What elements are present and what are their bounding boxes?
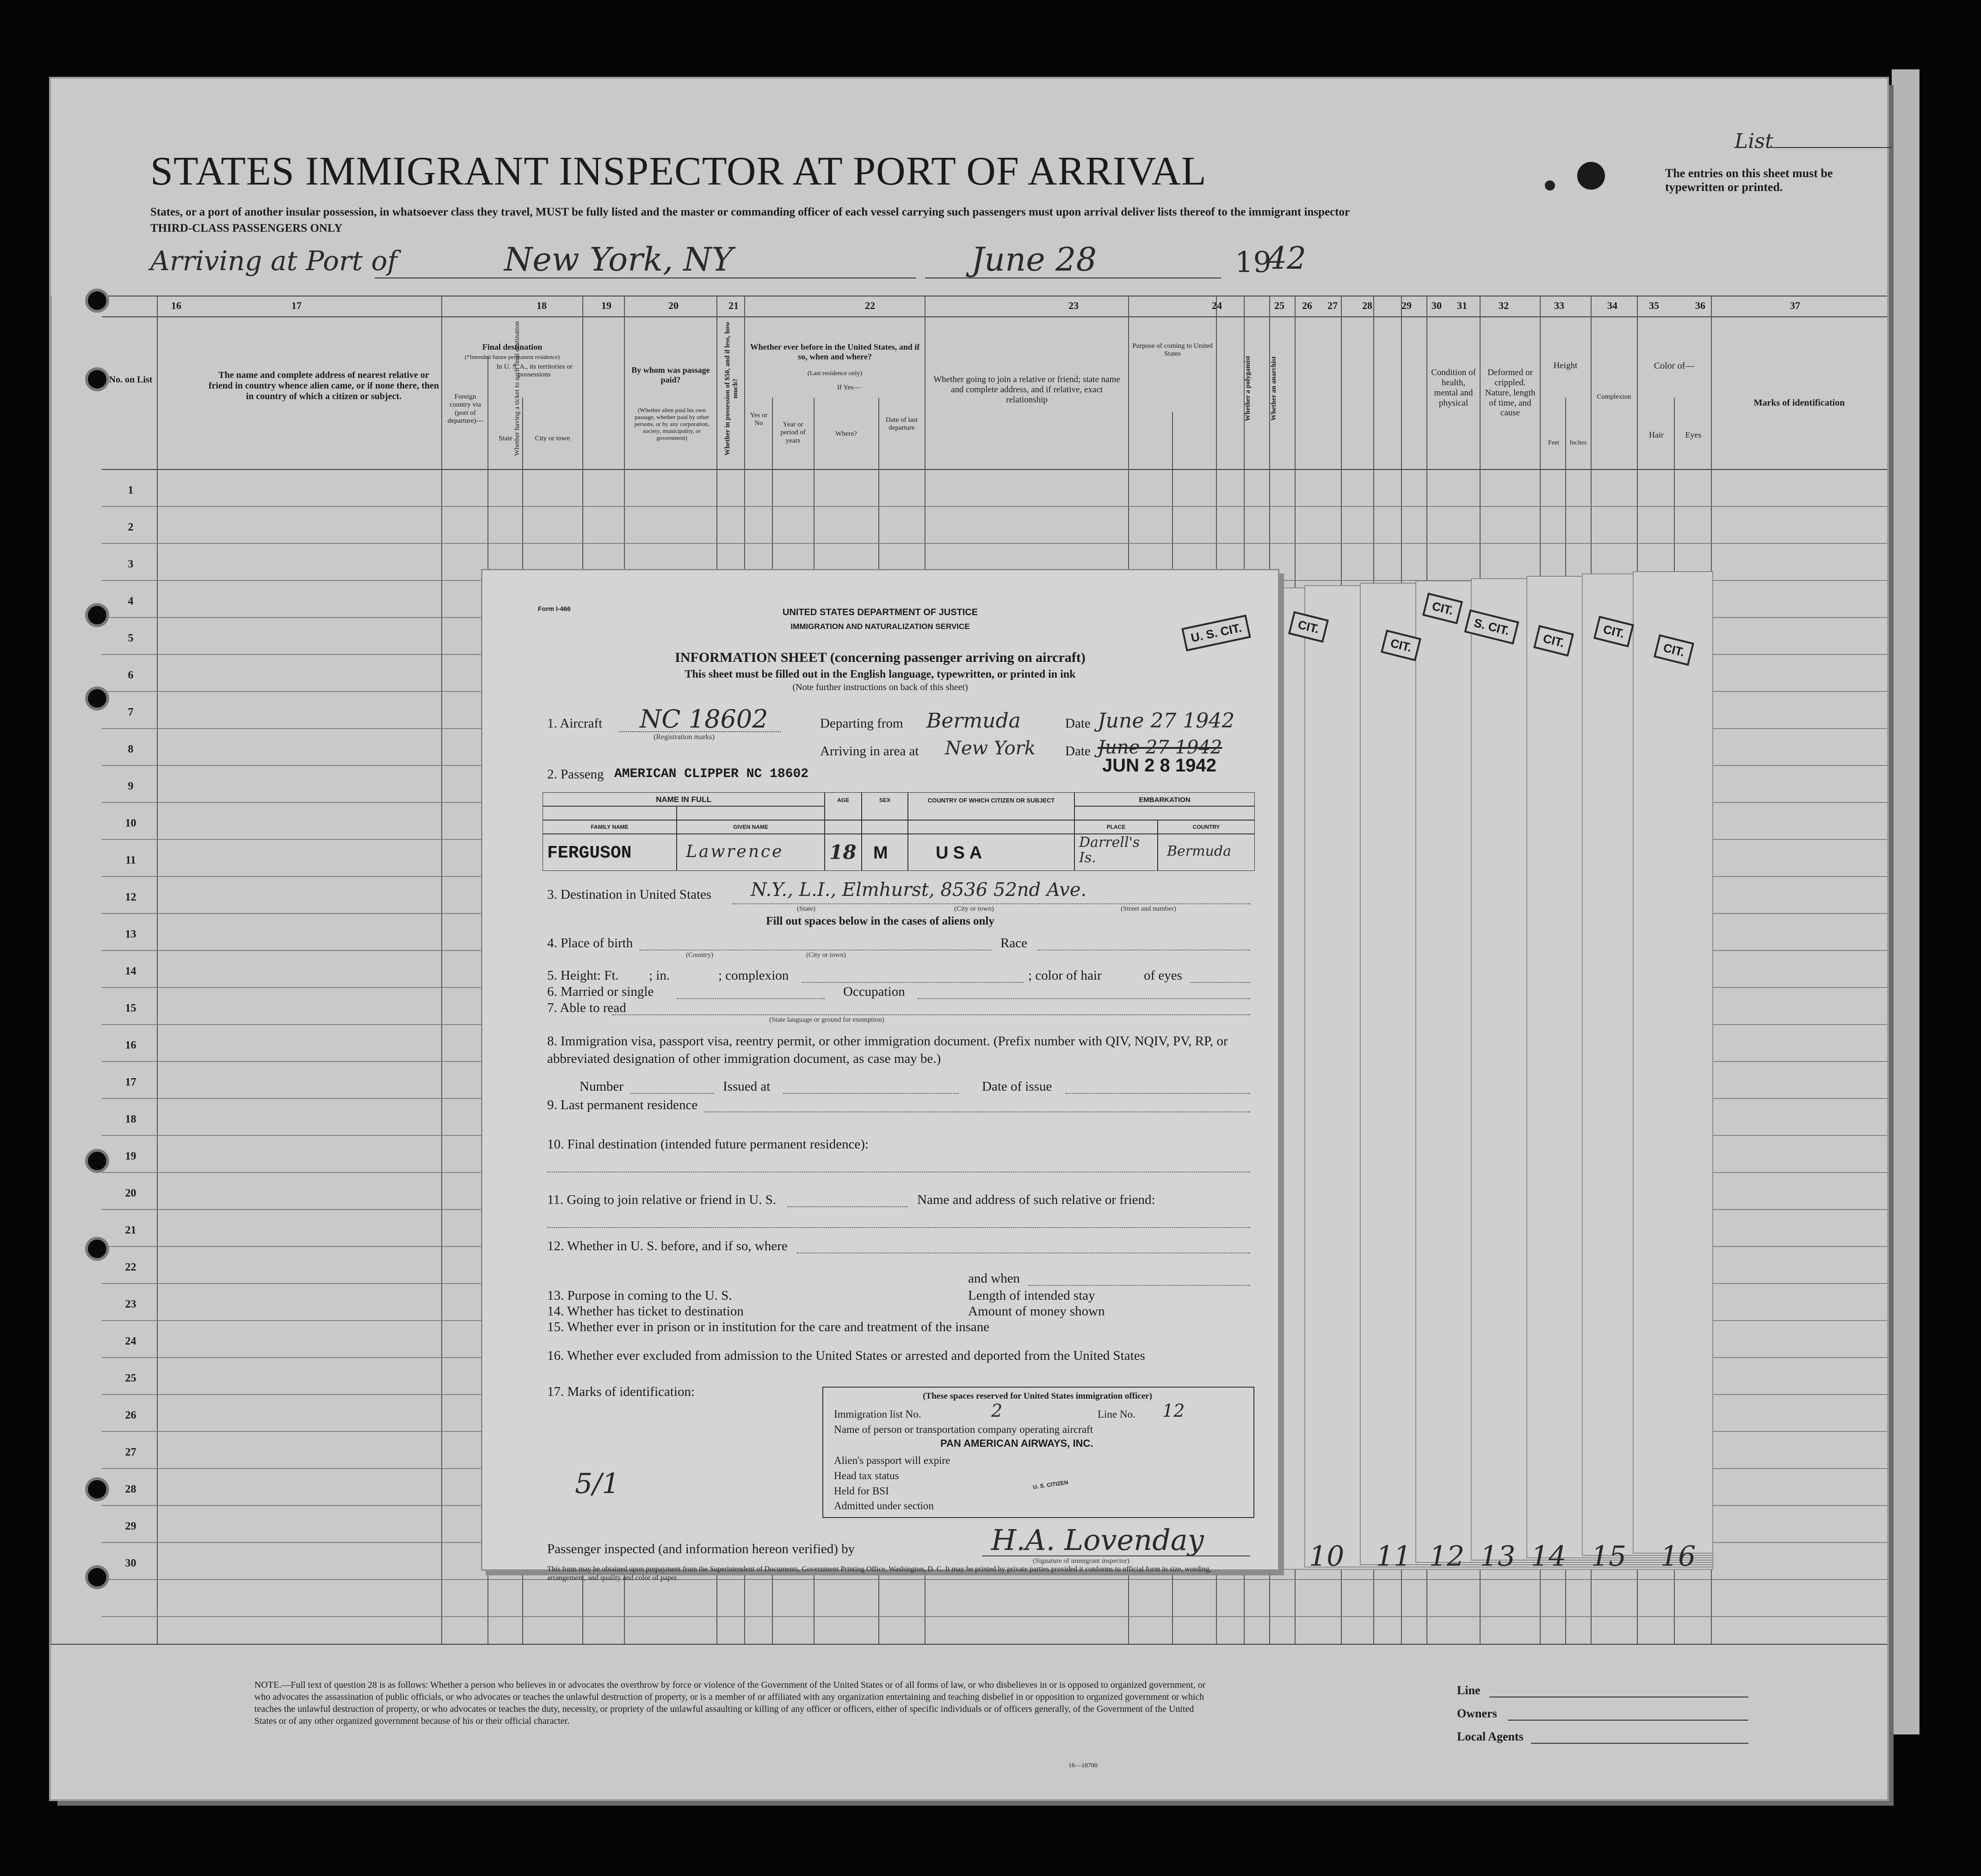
col-num: 34 xyxy=(1607,300,1617,311)
sheet-number: 12 xyxy=(1429,1540,1465,1573)
passenger-sex: M xyxy=(873,843,888,863)
us-cit-stamp: CIT. xyxy=(1533,625,1574,656)
q12-label: 12. Whether in U. S. before, and if so, where xyxy=(547,1239,788,1253)
th-country-citizen: COUNTRY OF WHICH CITIZEN OR SUBJECT xyxy=(927,797,1055,804)
sheet-number: 13 xyxy=(1480,1540,1516,1573)
binder-hole xyxy=(88,1480,106,1499)
received-date-stamp: JUN 2 8 1942 xyxy=(1102,755,1216,776)
box-passport-label: Alien's passport will expire xyxy=(834,1455,950,1466)
header-foreign-country: Foreign country via (port of departure)— xyxy=(447,393,483,425)
col-num: 32 xyxy=(1499,300,1509,311)
q17-label: 17. Marks of identification: xyxy=(547,1384,695,1399)
col-num: 31 xyxy=(1457,300,1467,311)
officer-box xyxy=(822,1387,1254,1518)
q11-name-line xyxy=(547,1227,1250,1228)
box-list-value: 2 xyxy=(991,1401,1003,1421)
us-cit-stamp: CIT. xyxy=(1593,616,1634,647)
q5-eyes-line xyxy=(1190,982,1250,983)
passenger-family-name: FERGUSON xyxy=(547,843,632,863)
sheet-number: 14 xyxy=(1531,1540,1567,1573)
q8-number-line xyxy=(630,1093,714,1094)
q8-date-line xyxy=(1065,1093,1250,1094)
header-anarchist: Whether an anarchist xyxy=(1270,356,1277,421)
sheet-title: INFORMATION SHEET (concerning passenger arriving on aircraft) xyxy=(675,650,1086,665)
header-in-usa: In U. S. A., its territories or possessions xyxy=(496,363,573,379)
q8-issued-line xyxy=(783,1093,959,1094)
header-if-yes: If Yes— xyxy=(837,384,860,391)
department-name: UNITED STATES DEPARTMENT OF JUSTICE xyxy=(782,607,978,617)
row-number: 9 xyxy=(128,780,134,792)
box-line-label: Line No. xyxy=(1098,1408,1136,1420)
box-list-label: Immigration list No. xyxy=(834,1408,921,1420)
row-number: 11 xyxy=(125,854,136,866)
header-year: Year or period of years xyxy=(780,421,806,444)
passenger-given-name: Lawrence xyxy=(686,842,784,861)
q5-complexion: ; complexion xyxy=(718,968,789,983)
row-number: 15 xyxy=(125,1002,136,1014)
q11-line xyxy=(788,1206,908,1207)
dest-state-note: (State) xyxy=(797,905,815,913)
row-number: 4 xyxy=(128,595,134,607)
header-marks: Marks of identification xyxy=(1753,398,1845,408)
col-num: 36 xyxy=(1695,300,1705,311)
destination-label: 3. Destination in United States xyxy=(547,887,712,902)
passenger-label: 2. Passeng xyxy=(547,767,604,782)
us-cit-stamp: CIT. xyxy=(1654,634,1694,666)
header-hair: Hair xyxy=(1649,430,1664,439)
box-operator-value: PAN AMERICAN AIRWAYS, INC. xyxy=(940,1438,1093,1449)
col-num: 24 xyxy=(1212,300,1222,311)
dest-street-note: (Street and number) xyxy=(1121,905,1176,913)
q8-label: 8. Immigration visa, passport visa, reentry permit, or other immigration document. (Prefix number with QIV, NQIV, PV, RP, or abbreviated designation of other immigration document, as case may be.) xyxy=(547,1034,1228,1066)
header-final-destination-sub: (*Intended future permanent residence) xyxy=(464,353,560,360)
form-footer: This form may be obtained upon prepayment from the Superintendent of Documents, Government Printing Office, Washington, D. C. It may be printed by private parties provided it conforms to official form in size, wording, arrangement, and quality and color of paper. xyxy=(547,1565,1211,1582)
row-number: 22 xyxy=(125,1261,136,1273)
row-number: 21 xyxy=(125,1224,136,1236)
col-num: 19 xyxy=(601,300,611,311)
col-num: 22 xyxy=(865,300,875,311)
signature-note: (Signature of immigrant inspector) xyxy=(1033,1557,1129,1565)
th-age: AGE xyxy=(837,797,849,803)
header-eyes: Eyes xyxy=(1685,430,1702,439)
sheet-number: 15 xyxy=(1591,1540,1627,1573)
col-num: 18 xyxy=(537,300,547,311)
q9-line xyxy=(704,1111,1250,1112)
row-number: 6 xyxy=(128,669,134,681)
row-number: 10 xyxy=(125,817,136,829)
owners-blank xyxy=(1508,1720,1748,1721)
header-state: State xyxy=(499,435,512,442)
inspector-signature: H.A. Lovenday xyxy=(991,1523,1204,1557)
page-title: STATES IMMIGRANT INSPECTOR AT PORT OF ARRIVAL xyxy=(150,149,1207,194)
row-number: 26 xyxy=(125,1409,136,1421)
passenger-citizenship: USA xyxy=(936,843,987,863)
sheet-subnote: (Note further instructions on back of this sheet) xyxy=(792,682,968,692)
arriving-value: New York xyxy=(945,738,1036,759)
q4-race: Race xyxy=(1000,936,1027,950)
header-before-in-us: Whether ever before in the United States, and if so, when and where? xyxy=(750,342,920,361)
class-line: THIRD-CLASS PASSENGERS ONLY xyxy=(150,222,343,234)
q4-label: 4. Place of birth xyxy=(547,936,633,950)
col-num: 17 xyxy=(291,300,302,311)
header-no-on-list: No. on List xyxy=(109,375,153,385)
col-num: 33 xyxy=(1554,300,1564,311)
q13-label: 13. Purpose in coming to the U. S. xyxy=(547,1288,732,1303)
box-headtax-label: Head tax status xyxy=(834,1470,899,1481)
margin-note: 5/1 xyxy=(575,1468,620,1500)
header-health: Condition of health, mental and physical xyxy=(1431,368,1476,408)
row-number: 23 xyxy=(125,1298,136,1310)
header-purpose: Purpose of coming to United States xyxy=(1132,342,1213,358)
form-number: Form I-466 xyxy=(538,605,571,612)
officer-box-heading: (These spaces reserved for United States immigration officer) xyxy=(923,1391,1152,1401)
arriving-label: Arriving in area at xyxy=(820,744,919,759)
q7-note: (State language or ground for exemption) xyxy=(769,1016,884,1024)
th-country: COUNTRY xyxy=(1192,824,1220,830)
header-deformed: Deformed or crippled. Nature, length of time, and cause xyxy=(1485,368,1536,418)
row-number: 14 xyxy=(125,965,136,977)
sheet-subtitle: This sheet must be filled out in the English language, typewritten, or printed in ink xyxy=(685,668,1076,680)
q4-country-note: (Country) xyxy=(686,951,714,959)
col-num: 21 xyxy=(728,300,739,311)
row-number: 17 xyxy=(125,1076,136,1088)
line-label: Line xyxy=(1457,1684,1481,1697)
typewritten-note: The entries on this sheet must be typewritten or printed. xyxy=(1665,167,1833,194)
destination-value: N.Y., L.I., Elmhurst, 8536 52nd Ave. xyxy=(751,879,1087,901)
header-passage-paid: By whom was passage paid? xyxy=(631,365,710,384)
row-number: 30 xyxy=(125,1557,136,1569)
q5-eyes: of eyes xyxy=(1144,968,1182,983)
stacked-sheet xyxy=(1633,571,1713,1554)
date-value: June 27 1942 xyxy=(1098,709,1235,733)
sheet-number: 16 xyxy=(1660,1540,1696,1573)
header-where: Where? xyxy=(835,430,857,438)
q10-label: 10. Final destination (intended future permanent residence): xyxy=(547,1137,869,1152)
row-number: 13 xyxy=(125,928,136,940)
q11-label: 11. Going to join relative or friend in U. S. xyxy=(547,1192,777,1207)
q11-name: Name and address of such relative or friend: xyxy=(917,1192,1155,1207)
col-num: 20 xyxy=(668,300,679,311)
embark-place: Darrell's Is. xyxy=(1079,834,1140,866)
signature-line xyxy=(982,1555,1250,1556)
header-fifty-dollars: Whether in possession of $50, and if less, how much? xyxy=(724,321,740,456)
row-number: 24 xyxy=(125,1335,136,1347)
aliens-only-heading: Fill out spaces below in the cases of aliens only xyxy=(766,915,994,927)
row-number: 19 xyxy=(125,1150,136,1162)
us-cit-stamp: S. CIT. xyxy=(1464,609,1519,644)
q8-issued: Issued at xyxy=(723,1079,771,1094)
col-num: 29 xyxy=(1401,300,1412,311)
header-yes-no: Yes or No xyxy=(750,412,768,427)
col-num: 37 xyxy=(1790,300,1800,311)
th-given-name: GIVEN NAME xyxy=(733,824,768,830)
information-sheet xyxy=(481,569,1279,1582)
th-name-in-full: NAME IN FULL xyxy=(656,795,711,804)
col-num: 23 xyxy=(1068,300,1079,311)
header-passage-paid-sub: (Whether alien paid his own passage, whether paid by other persons, or by any corporation, society, municipality, or government) xyxy=(634,407,710,441)
q8-number: Number xyxy=(580,1079,624,1094)
year-handwritten: 42 xyxy=(1267,241,1306,276)
form-code: 16—18700 xyxy=(1068,1762,1098,1769)
passenger-age: 18 xyxy=(829,841,857,864)
header-final-destination: Final destination xyxy=(482,342,543,352)
th-sex: SEX xyxy=(879,797,890,803)
date-handwritten: June 28 xyxy=(971,241,1097,278)
q7-label: 7. Able to read xyxy=(547,1000,626,1015)
q6-line xyxy=(677,998,825,999)
year-prefix: 19 xyxy=(1235,245,1271,279)
us-cit-stamp: CIT. xyxy=(1381,629,1421,661)
q5-in: ; in. xyxy=(649,968,670,983)
binder-hole xyxy=(88,689,106,708)
header-last-departure: Date of last departure xyxy=(885,416,918,432)
q14-money: Amount of money shown xyxy=(968,1304,1105,1319)
row-number: 25 xyxy=(125,1372,136,1384)
binder-hole xyxy=(88,1568,106,1586)
us-citizen-stamp: U. S. CITIZEN xyxy=(1032,1479,1069,1491)
instruction-text: States, or a port of another insular possession, in whatsoever class they travel, MUST be fully listed and the master or commanding officer of each vessel carrying such passengers must upon arrival deliver lists thereof to the immigrant inspector xyxy=(150,206,1350,218)
us-cit-stamp: CIT. xyxy=(1422,592,1463,624)
q15-label: 15. Whether ever in prison or in institution for the care and treatment of the insane xyxy=(547,1320,990,1334)
q9-label: 9. Last permanent residence xyxy=(547,1098,698,1112)
header-city: City or town xyxy=(535,435,570,442)
row-number: 28 xyxy=(125,1483,136,1495)
q12-when-line xyxy=(1028,1285,1250,1286)
port-handwritten: New York, NY xyxy=(504,241,733,278)
binder-hole xyxy=(88,1152,106,1170)
row-number-column xyxy=(106,472,155,1582)
q5-label: 5. Height: Ft. xyxy=(547,968,619,983)
inspected-label: Passenger inspected (and information hereon verified) by xyxy=(547,1542,855,1556)
row-number: 16 xyxy=(125,1039,136,1051)
th-place: PLACE xyxy=(1106,824,1126,830)
q12-when: and when xyxy=(968,1271,1020,1286)
q16-label: 16. Whether ever excluded from admission to the United States or arrested and deported from the United States xyxy=(547,1348,1145,1363)
row-number: 12 xyxy=(125,891,136,903)
us-cit-stamp: U. S. CIT. xyxy=(1181,615,1251,652)
sheet-number: 11 xyxy=(1376,1540,1412,1573)
row-number: 29 xyxy=(125,1520,136,1532)
q13-length: Length of intended stay xyxy=(968,1288,1095,1303)
binder-hole xyxy=(88,291,106,310)
owners-label: Owners xyxy=(1457,1707,1497,1720)
row-number: 5 xyxy=(128,632,134,644)
date2-value: June 27 1942 xyxy=(1098,737,1222,758)
header-color: Color of— xyxy=(1654,361,1695,371)
header-ticket: Whether having a ticket to such final destination xyxy=(513,321,521,456)
row-number: 1 xyxy=(128,484,134,496)
th-family-name: FAMILY NAME xyxy=(591,824,629,830)
col-num: 35 xyxy=(1649,300,1659,311)
header-complexion: Complexion xyxy=(1597,393,1631,401)
box-admitted-label: Admitted under section xyxy=(834,1500,934,1512)
embark-country: Bermuda xyxy=(1167,843,1231,859)
binder-hole xyxy=(88,606,106,624)
box-line-value: 12 xyxy=(1162,1401,1185,1421)
date-label: Date xyxy=(1065,716,1091,731)
destination-line xyxy=(732,903,1250,904)
box-bsi-label: Held for BSI xyxy=(834,1485,889,1497)
th-embarkation: EMBARKATION xyxy=(1139,796,1191,804)
box-operator-label: Name of person or transportation company operating aircraft xyxy=(834,1424,1093,1435)
col-num: 27 xyxy=(1327,300,1338,311)
header-join-relative: Whether going to join a relative or friend; state name and complete address, and if relative, exact relationship xyxy=(933,375,1120,405)
col-num: 25 xyxy=(1274,300,1284,311)
aircraft-label: 1. Aircraft xyxy=(547,716,603,731)
list-label: List xyxy=(1734,130,1773,153)
q8-date: Date of issue xyxy=(982,1079,1052,1094)
service-name: IMMIGRATION AND NATURALIZATION SERVICE xyxy=(790,622,970,631)
date2-label: Date xyxy=(1065,744,1091,759)
q6-occupation: Occupation xyxy=(843,984,905,999)
header-before-in-us-sub: (Last residence only) xyxy=(807,370,863,377)
binder-hole xyxy=(88,370,106,389)
question-28-note: NOTE.—Full text of question 28 is as follows: Whether a person who believes in or advocates the overthrow by force or violence of the Government of the United States or of all forms of law, or who disbelieves in or is opposed to organized government, or who advocates the assassination of public officials, or who advocates or teaches the unlawful destruction of property, or is a member of or affiliated with any organization entertaining and teaching disbelief in or opposition to organized government or which teaches the unlawful destruction of property, or who advocates or teaches the duty, necessity, or propriety of the unlawful assaulting or killing of any officer or officers, either of specific individuals or of officers generally, of the Government of the United States or of any other organized government because of his or their official character. xyxy=(254,1680,1206,1726)
local-agents-blank xyxy=(1531,1743,1748,1744)
col-num: 28 xyxy=(1362,300,1372,311)
col-num: 26 xyxy=(1302,300,1312,311)
header-feet: Feet xyxy=(1548,439,1560,446)
col-num: 30 xyxy=(1432,300,1442,311)
row-number: 2 xyxy=(128,521,134,533)
q4-city-note: (City or town) xyxy=(806,951,846,959)
departing-label: Departing from xyxy=(820,716,903,731)
header-polygamist: Whether a polygamist xyxy=(1244,356,1252,421)
header-relative-address: The name and complete address of nearest relative or friend in country whence alien came, or if none there, then in country of which a citizen or subject. xyxy=(208,370,439,401)
q14-label: 14. Whether has ticket to destination xyxy=(547,1304,744,1319)
q5-hair: ; color of hair xyxy=(1028,968,1102,983)
page-edge-stack xyxy=(1892,69,1919,1734)
row-number: 20 xyxy=(125,1187,136,1199)
aircraft-value: NC 18602 xyxy=(640,704,768,734)
header-height: Height xyxy=(1553,361,1578,370)
reg-marks-note: (Registration marks) xyxy=(654,733,715,741)
q6-occ-line xyxy=(917,998,1250,999)
row-number: 3 xyxy=(128,558,134,570)
passenger-flight: AMERICAN CLIPPER NC 18602 xyxy=(614,767,809,781)
dest-city-note: (City or town) xyxy=(954,905,994,913)
departing-value: Bermuda xyxy=(926,709,1021,733)
binder-hole xyxy=(88,1240,106,1258)
row-number: 7 xyxy=(128,706,134,718)
q5-line xyxy=(802,982,1024,983)
aircraft-line xyxy=(619,731,781,732)
row-number: 27 xyxy=(125,1446,136,1458)
column-number-row xyxy=(102,300,1887,315)
row-number: 8 xyxy=(128,743,134,755)
sheet-number: 10 xyxy=(1309,1540,1345,1573)
row-number: 18 xyxy=(125,1113,136,1125)
header-inches: Inches xyxy=(1569,439,1587,446)
col-num: 16 xyxy=(171,300,181,311)
us-cit-stamp: CIT. xyxy=(1288,611,1329,642)
arriving-label: Arriving at Port of xyxy=(150,245,397,277)
local-agents-label: Local Agents xyxy=(1457,1730,1524,1743)
q7-line xyxy=(612,1014,1250,1015)
q6-label: 6. Married or single xyxy=(547,984,654,999)
